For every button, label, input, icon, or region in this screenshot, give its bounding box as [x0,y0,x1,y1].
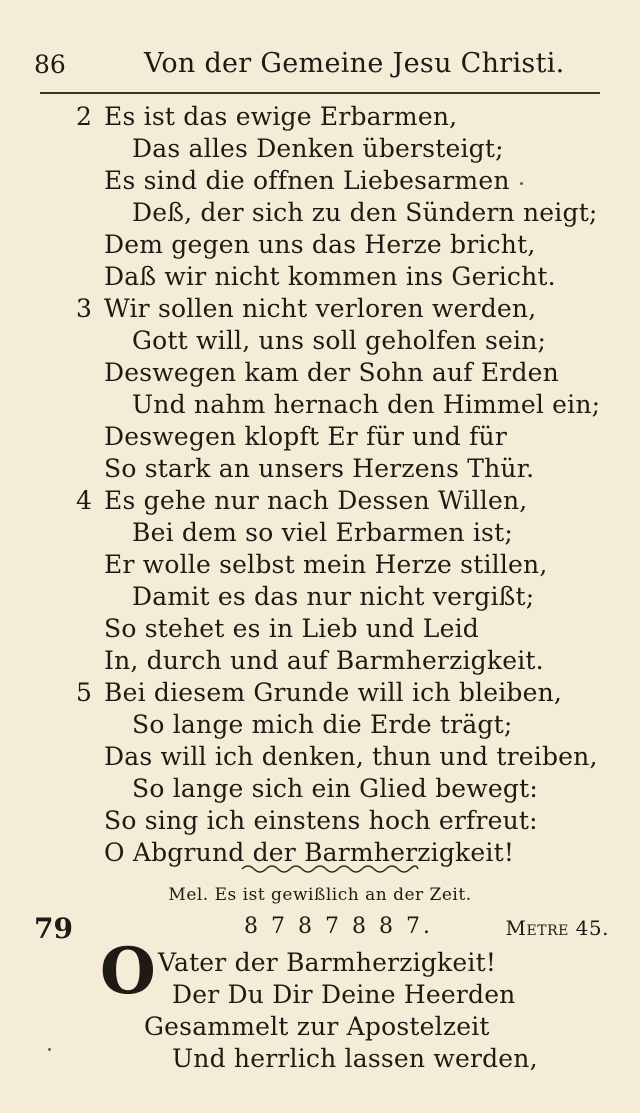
verse-line: So stark an unsers Herzens Thür. [104,454,535,483]
verse-line: Wir sollen nicht verloren werden, [104,294,537,323]
verse-line: So stehet es in Lieb und Leid [104,614,479,643]
verse-line: Es gehe nur nach Dessen Willen, [104,486,528,515]
verse-line: Es ist das ewige Erbarmen, [104,102,458,131]
verse-line: Das alles Denken übersteigt; [132,134,504,163]
verse-line: So lange mich die Erde trägt; [132,710,513,739]
verse-line: Er wolle selbst mein Herze stillen, [104,550,548,579]
verse-line: Gesammelt zur Apostelzeit [144,1012,490,1041]
verse-line: Bei diesem Grunde will ich bleiben, [104,678,563,707]
verse-line: Und nahm hernach den Himmel ein; [132,390,601,419]
meter-numbers: 8 7 8 7 8 8 7. [244,914,433,939]
verse-line: In, durch und auf Barmherzigkeit. [104,646,544,675]
verse-line: Deswegen kam der Sohn auf Erden [104,358,559,387]
verse-line: Das will ich denken, thun und treiben, [104,742,598,771]
page-number: 86 [34,50,66,79]
verse-line: Bei dem so viel Erbarmen ist; [132,518,513,547]
verse-line: So sing ich einstens hoch erfreut: [104,806,538,835]
drop-cap: O [100,934,156,1009]
verse-line: Es sind die offnen Liebesarmen [104,166,510,195]
verse-line: Der Du Dir Deine Heerden [172,980,516,1009]
verse-number: 3 [76,294,92,323]
wavy-divider-ornament [240,862,420,876]
verse-line: Damit es das nur nicht vergißt; [132,582,535,611]
verse-line: Daß wir nicht kommen ins Gericht. [104,262,556,291]
verse-line: Deswegen klopft Er für und für [104,422,508,451]
verse-number: 4 [76,486,92,515]
page-header [34,42,600,82]
verse-line: Und herrlich lassen werden, [172,1044,538,1073]
paper-speck [520,182,523,185]
paper-speck [48,1048,51,1051]
verse-number: 2 [76,102,92,131]
verse-line: Vater der Barmherzigkeit! [158,948,497,977]
hymn-number: 79 [34,912,73,945]
header-rule [40,92,600,94]
metre-label: Metre 45. [505,916,609,940]
verse-line: Dem gegen uns das Herze bricht, [104,230,536,259]
verse-line: O Abgrund der Barmherzigkeit! [104,838,515,867]
verse-line: So lange sich ein Glied bewegt: [132,774,538,803]
verse-line: Deß, der sich zu den Sündern neigt; [132,198,598,227]
verse-line: Gott will, uns soll geholfen sein; [132,326,547,355]
tune-indication: Mel. Es ist gewißlich an der Zeit. [168,885,472,905]
verse-number: 5 [76,678,92,707]
running-title: Von der Gemeine Jesu Christi. [144,48,565,79]
